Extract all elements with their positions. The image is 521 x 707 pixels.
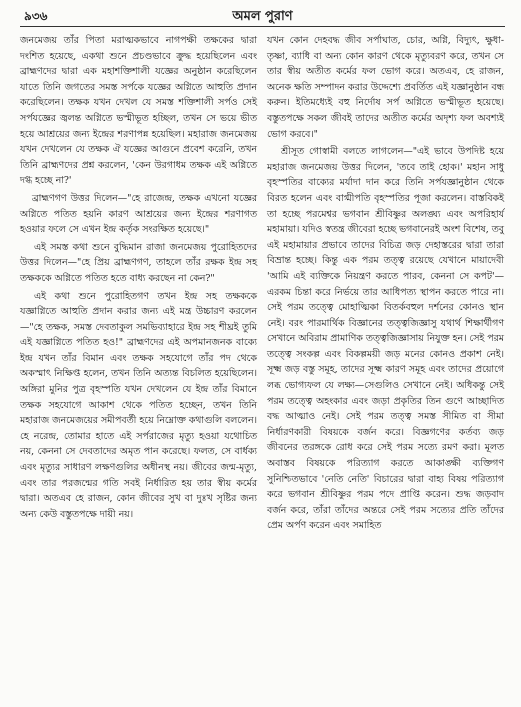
left-column: [20, 33, 257, 534]
paragraph: এই সমস্ত কথা শুনে বুদ্ধিমান রাজা জনমেজয় পুরোহিতদের উত্তর দিলেন—"হে প্রিয় ব্রাহ্মণগণ, তাহলে তাঁর রক্ষক ইন্দ্র সহ তক্ষককে অগ্নিতে পতিত হতে বাধ্য করছেন না কেন?": [20, 241, 257, 284]
page-number: ৯৩৬: [24, 9, 48, 23]
paragraph: জনমেজয় তাঁর পিতা মরাত্মকভাবে নাগপক্ষী তক্ষকের দ্বারা দংশিত হয়েছে, একথা শুনে প্রচণ্ডভাবে ক্রুদ্ধ হয়েছিলেন এবং ব্রাহ্মণদের দ্বারা এক মহাশক্তিশালী যজ্ঞের অনুষ্ঠান করেছিলেন যাতে তিনি জগতের সমস্ত সর্পকে যজ্ঞের অগ্নিতে আহুতি প্রদান করেছিলেন। তক্ষক যখন দেখল যে সমস্ত শক্তিশালী সর্পও সেই সর্পযজ্ঞের জ্বলন্ত অগ্নিতে ভস্মীভূত হচ্ছিল, তখন সে ভয়ে ভীত হয়ে আশ্রয়ের জন্য ইন্দ্রের শরণাপন্ন হয়েছিল। মহারাজ জনমেজয় যখন দেখলেন যে তক্ষক ঐ যজ্ঞের আগুনে প্রবেশ করেনি, তখন তিনি ব্রাহ্মণদের প্রশ্ন করলেন, 'কেন উরগাধম তক্ষক এই অগ্নিতে দগ্ধ হচ্ছে না?': [20, 35, 257, 187]
paragraph: ব্রাহ্মণগণ উত্তর দিলেন—"হে রাজেন্দ্র, তক্ষক এখনো যজ্ঞের অগ্নিতে পতিত হয়নি কারণ আশ্রয়ের জন্য ইন্দ্রের শরণাগত হওয়ার ফলে সে এখন ইন্দ্র কর্তৃক সংরক্ষিত হয়েছে।": [20, 192, 257, 236]
paragraph: যখন কোন দেহবদ্ধ জীব সর্পাঘাত, চোর, অগ্নি, বিদ্যুৎ, ক্ষুধা-তৃষ্ণা, ব্যাধি বা অন্য কোন কারণ থেকে মৃত্যুবরণ করে, তখন সে তার স্বীয় অতীত কর্মের ফল ভোগ করে। অতএব, হে রাজন, অনেক ক্ষতি সম্পাদন করার উদ্দেশ্যে প্রবর্তিত এই যজ্ঞানুষ্ঠান বন্ধ করুন। ইতিমধ্যেই বহু নির্দোষ সর্প অগ্নিতে ভস্মীভূত হয়েছে। বস্তুতপক্ষে সকল জীবই তাদের অতীত কর্মের অদৃশ্য ফল অবশ্যই ভোগ করবে।": [267, 35, 504, 140]
paragraph: শ্রীসূত গোস্বামী বলতে লাগলেন—"এই ভাবে উপদিষ্ট হয়ে মহারাজ জনমেজয় উত্তর দিলেন, 'তবে তাই হোক।' মহান সাধু বৃহস্পতির বাক্যের মর্যাদা দান করে তিনি সর্পযজ্ঞানুষ্ঠান থেকে বিরত হলেন এবং বাগ্মীপতি বৃহস্পতির পূজা করলেন। বাস্তবিকই তা হচ্ছে পরমেশ্বর ভগবান শ্রীবিষ্ণুর অলঙ্ঘ্য এবং অপরিহার্য মহামায়া। যদিও স্বতন্ত্র জীবেরা হচ্ছে ভগবানেরই অংশ বিশেষ, তবু এই মহামায়ার প্রভাবে তাদের বিচিত্র জড় দেহাস্তরের দ্বারা তারা বিভ্রান্ত হচ্ছে। কিন্তু এক পরম তত্ত্ব রয়েছে যেখানে মায়াদেবী 'আমি এই ব্যক্তিকে নিয়ন্ত্রণ করতে পারব, কেননা সে কপট'—এরকম চিন্তা করে নির্ভয়ে তার আধিপত্য স্থাপন করতে পারে না। সেই পরম তত্ত্বে মোহাত্মিকা বিতর্কবহুল দর্শনের কোনও স্থান নেই। বরং পারমার্থিক বিজ্ঞানের তত্ত্বজিজ্ঞাসু যথার্থ শিক্ষার্থীগণ সেখানে অবিরাম প্রামাণিক তত্ত্বজিজ্ঞাসায় নিযুক্ত হন। সেই পরম তত্ত্বে সংকল্প এবং বিকল্পময়ী জড় মনের কোনও প্রকাশ নেই। সূক্ষ্ম জড় বস্তু সমূহ, তাদের সূক্ষ্ম কারণ সমূহ এবং তাদের প্রয়োগে লব্ধ ভোগ্যফল যে লক্ষ্য—সেগুলিও সেখানে নেই। অধিকন্তু সেই পরম তত্ত্বে অহংকার এবং জড়া প্রকৃতির তিন গুণে আচ্ছাদিত বদ্ধ আত্মাও নেই। সেই পরম তত্ত্ব সমস্ত সীমিত বা সীমা নির্ধারণকারী বিষয়কে বর্জন করে। বিজ্ঞগণের কর্তব্য জড় জীবনের তরঙ্গকে রোধ করে সেই পরম সত্যে রমণ করা। মূলত অবাস্তব বিষয়কে পরিত্যাগ করতে আকাঙ্ক্ষী ব্যক্তিগণ সুনিশ্চিতভাবে 'নেতি নেতি' বিচারের দ্বারা বাহ্য বিষয় পরিত্যাগ করে ভগবান শ্রীবিষ্ণুর পরম পদে প্রাপ্তি করেন। শুদ্ধ জড়বাদ বর্জন করে, তাঁরা তাঁদের অন্তরে সেই পরম সত্যের প্রতি তাঁদের প্রেম অর্পণ করেন এবং সমাহিত: [267, 146, 504, 532]
page-header: [20, 6, 505, 27]
running-title: অমল পুরাণ: [232, 9, 293, 24]
paragraph: এই কথা শুনে পুরোহিতগণ তখন ইন্দ্র সহ তক্ষককে যজ্ঞাগ্নিতে আহুতি প্রদান করার জন্য এই মন্ত্র উচ্চারণ করলেন—"হে তক্ষক, সমস্ত দেবতাকুল সমভিব্যাহারে ইন্দ্র সহ শীঘ্রই তুমি এই যজ্ঞাগ্নিতে পতিত হও!" ব্রাহ্মণদের এই অপমানজনক বাক্যে ইন্দ্র যখন তাঁর বিমান এবং তক্ষক সহযোগে তাঁর পদ থেকে অকস্মাৎ নিক্ষিপ্ত হলেন, তখন তিনি অত্যন্ত বিচলিত হয়েছিলেন। অঙ্গিরা মুনির পুত্র বৃহস্পতি যখন দেখলেন যে ইন্দ্র তাঁর বিমানে তক্ষক সহযোগে আকাশ থেকে পতিত হচ্ছেন, তখন তিনি মহারাজ জনমেজয়ের সমীপবর্তী হয়ে নিম্নোক্ত কথাগুলি বললেন। হে নরেন্দ্র, তোমার হাতে এই সর্পরাজের মৃত্যু হওয়া যথোচিত নয়, কেননা সে দেবতাদের অমৃত পান করেছে। ফলত, সে বার্ধক্য এবং মৃত্যুর সাধারণ লক্ষণগুলির অধীনস্থ নয়। জীবের জন্ম-মৃত্যু, এবং তার পরজন্মের গতি সবই নির্ধারিত হয় তার স্বীয় কর্মের দ্বারা। অতএব হে রাজন, কোন জীবের সুখ বা দুঃখ সৃষ্টির জন্য অন্য কেউ বস্তুতপক্ষে দায়ী নয়।: [20, 290, 257, 520]
text-columns: [20, 33, 505, 534]
right-column: [267, 33, 504, 534]
